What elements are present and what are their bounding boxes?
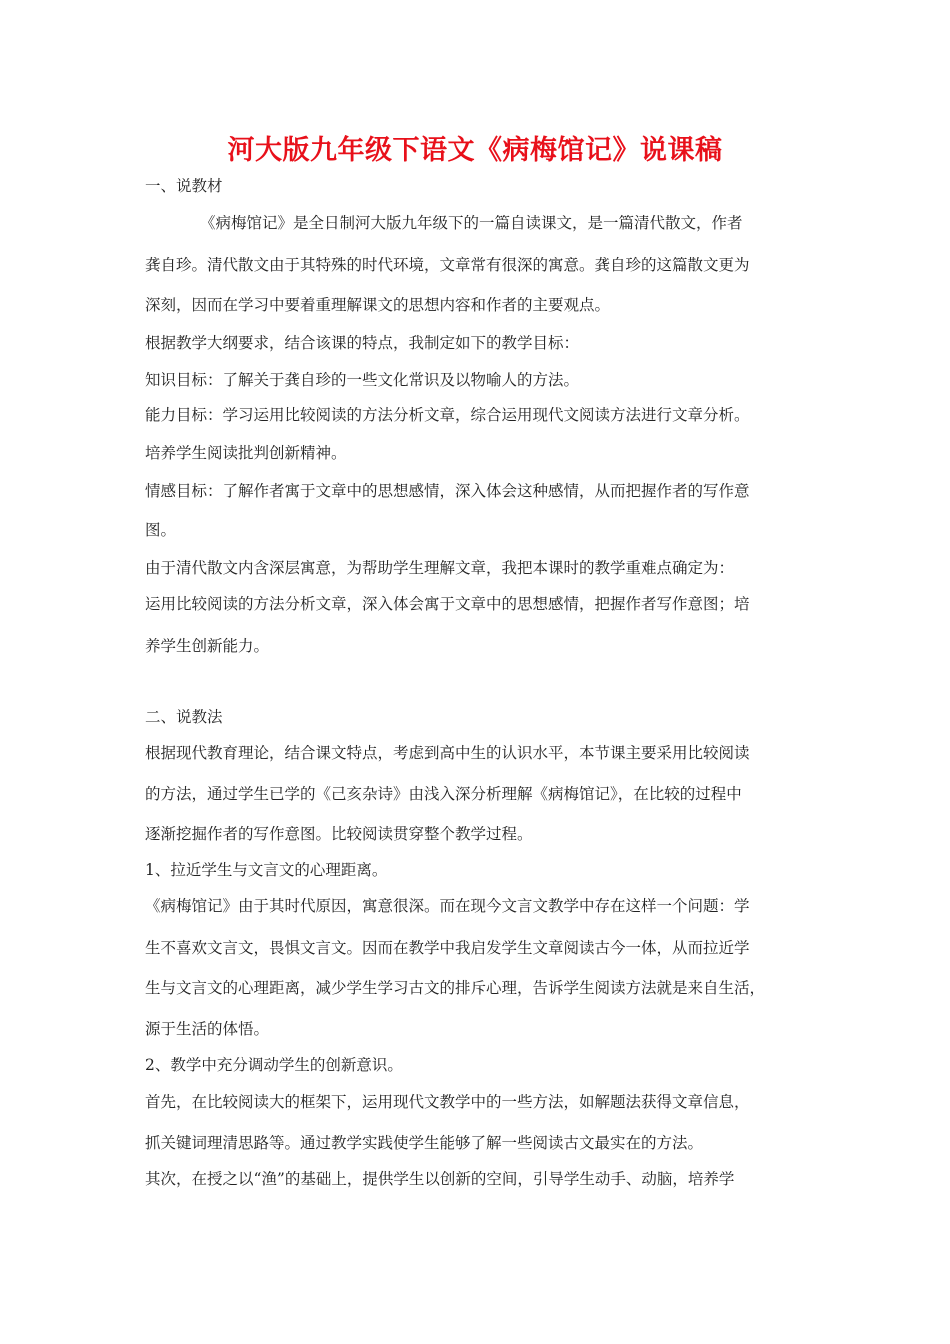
paragraph-line: 由于清代散文内含深层寓意，为帮助学生理解文章，我把本课时的教学重难点确定为： (145, 559, 735, 577)
paragraph-line: 知识目标：了解关于龚自珍的一些文化常识及以物喻人的方法。 (145, 371, 580, 389)
paragraph-line: 深刻，因而在学习中要着重理解课文的思想内容和作者的主要观点。 (145, 296, 611, 314)
paragraph-line: 生与文言文的心理距离，减少学生学习古文的排斥心理，告诉学生阅读方法就是来自生活， (145, 979, 766, 997)
paragraph-line: 情感目标：了解作者寓于文章中的思想感情，深入体会这种感情，从而把握作者的写作意 (145, 482, 750, 500)
section-heading-textbook: 一、说教材 (145, 177, 223, 195)
paragraph-line: 龚自珍。清代散文由于其特殊的时代环境，文章常有很深的寓意。龚自珍的这篇散文更为 (145, 256, 750, 274)
paragraph-line: 图。 (145, 521, 177, 539)
subsection-heading: 2、教学中充分调动学生的创新意识。 (145, 1056, 403, 1074)
paragraph-line: 运用比较阅读的方法分析文章，深入体会寓于文章中的思想感情，把握作者写作意图；培 (145, 595, 750, 613)
paragraph-line: 首先，在比较阅读大的框架下，运用现代文教学中的一些方法，如解题法获得文章信息， (145, 1093, 750, 1111)
paragraph-line: 养学生创新能力。 (145, 637, 270, 655)
paragraph-line: 根据现代教育理论，结合课文特点，考虑到高中生的认识水平，本节课主要采用比较阅读 (145, 744, 750, 762)
paragraph-line: 的方法，通过学生已学的《己亥杂诗》由浅入深分析理解《病梅馆记》，在比较的过程中 (145, 785, 742, 803)
paragraph-line: 能力目标：学习运用比较阅读的方法分析文章，综合运用现代文阅读方法进行文章分析。 (145, 406, 750, 424)
paragraph-line: 抓关键词理清思路等。通过教学实践使学生能够了解一些阅读古文最实在的方法。 (145, 1134, 704, 1152)
paragraph-line: 其次，在授之以“渔”的基础上，提供学生以创新的空间，引导学生动手、动脑，培养学 (145, 1170, 735, 1188)
section-heading-method: 二、说教法 (145, 708, 223, 726)
paragraph-line: 源于生活的体悟。 (145, 1020, 270, 1038)
paragraph-line: 《病梅馆记》是全日制河大版九年级下的一篇自读课文，是一篇清代散文，作者 (200, 214, 743, 232)
paragraph-line: 《病梅馆记》由于其时代原因，寓意很深。而在现今文言文教学中存在这样一个问题：学 (145, 897, 750, 915)
paragraph-line: 根据教学大纲要求，结合该课的特点，我制定如下的教学目标： (145, 334, 580, 352)
paragraph-line: 培养学生阅读批判创新精神。 (145, 444, 347, 462)
document-title: 河大版九年级下语文《病梅馆记》说课稿 (227, 135, 723, 166)
subsection-heading: 1、拉近学生与文言文的心理距离。 (145, 861, 388, 879)
paragraph-line: 逐渐挖掘作者的写作意图。比较阅读贯穿整个教学过程。 (145, 825, 533, 843)
paragraph-line: 生不喜欢文言文，畏惧文言文。因而在教学中我启发学生文章阅读古今一体，从而拉近学 (145, 939, 750, 957)
